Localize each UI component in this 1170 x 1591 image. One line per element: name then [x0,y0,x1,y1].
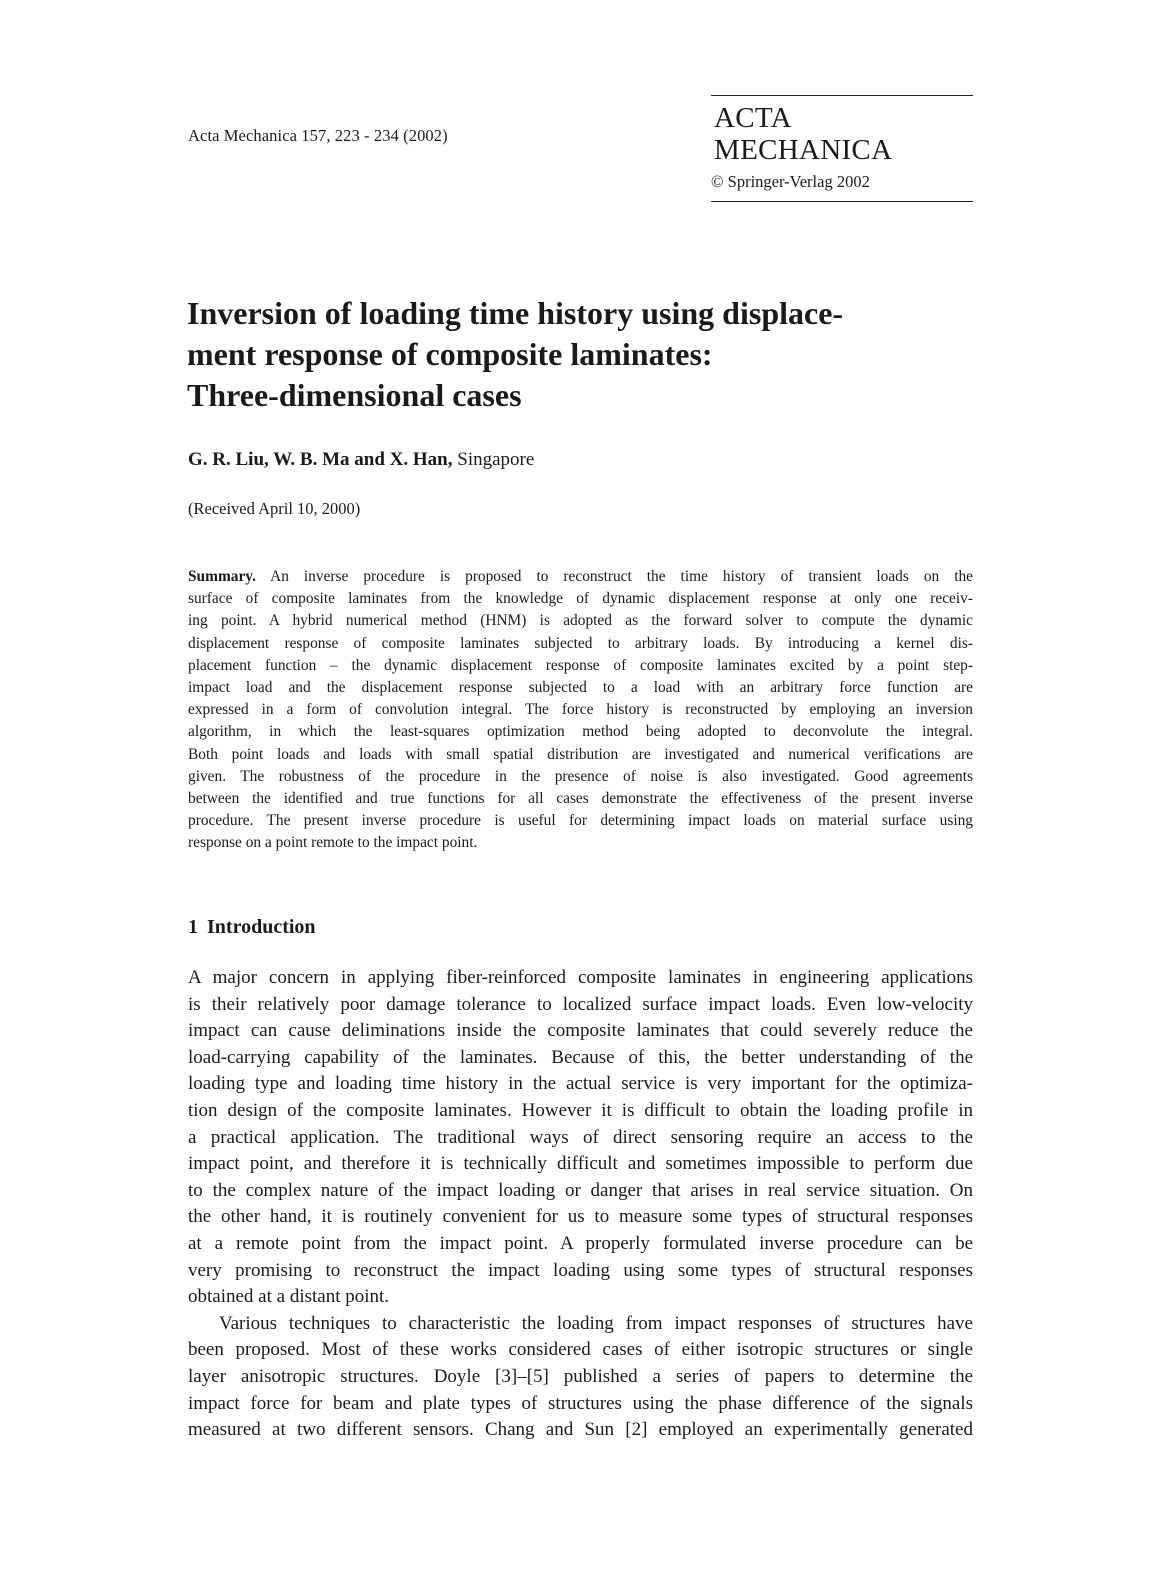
journal-name: ACTA MECHANICA [714,102,893,166]
masthead-rule-top [711,95,973,96]
summary-label: Summary. [188,568,256,585]
body-line: load-carrying capability of the laminates. Because of this, the better understanding of the [188,1046,973,1068]
masthead-rule-bottom [711,201,973,202]
received-date: (Received April 10, 2000) [188,499,361,518]
summary-line: between the identified and true functions for all cases demonstrate the effectiveness of the present inverse [188,790,973,808]
title-line: Three-dimensional cases [187,377,522,413]
body-line: measured at two different sensors. Chang and Sun [2] employed an experimentally generated [188,1419,973,1441]
summary-line: surface of composite laminates from the knowledge of dynamic displacement response at only one receiv- [188,590,973,608]
article-title [187,293,987,416]
summary-line: response on a point remote to the impact point. [188,834,478,852]
body-line: layer anisotropic structures. Doyle [3]–[5] published a series of papers to determine the [188,1365,973,1387]
summary-line: placement function – the dynamic displacement response of composite laminates excited by a point step- [188,656,973,674]
body-line: impact force for beam and plate types of structures using the phase difference of the signals [188,1392,973,1414]
summary-line: ing point. A hybrid numerical method (HNM) is adopted as the forward solver to compute the dynamic [188,612,973,630]
body-line: Various techniques to characteristic the loading from impact responses of structures have [219,1312,973,1334]
body-line: A major concern in applying fiber-reinforced composite laminates in engineering applications [188,967,973,988]
body-line: tion design of the composite laminates. However it is difficult to obtain the loading profile in [188,1099,973,1121]
author-line [188,449,534,471]
body-line: impact point, and therefore it is technically difficult and sometimes impossible to perform due [188,1153,973,1175]
body-line: very promising to reconstruct the impact loading using some types of structural responses [188,1259,973,1281]
body-line: been proposed. Most of these works considered cases of either isotropic structures or single [188,1339,973,1361]
body-line: a practical application. The traditional ways of direct sensoring require an access to the [188,1126,973,1148]
author-names: G. R. Liu, W. B. Ma and X. Han, [188,449,453,470]
body-line: to the complex nature of the impact loading or danger that arises in real service situation. On [188,1179,973,1201]
title-line: Inversion of loading time history using displace- [187,295,844,331]
copyright-notice: © Springer-Verlag 2002 [711,172,870,191]
summary-line: algorithm, in which the least-squares optimization method being adopted to deconvolute the integral. [188,723,973,741]
summary-line [188,566,973,588]
author-location: Singapore [457,449,535,470]
journal-masthead [711,95,973,202]
body-line: loading type and loading time history in the actual service is very important for the optimiza- [188,1073,973,1095]
summary-line: expressed in a form of convolution integral. The force history is reconstructed by employing an inversion [188,701,973,719]
body-line: impact can cause deliminations inside the composite laminates that could severely reduce the [188,1020,973,1042]
introduction-body [188,965,973,1444]
summary-line: displacement response of composite laminates subjected to arbitrary loads. By introducing a kernel dis- [188,634,973,652]
summary-block [188,566,973,855]
body-line: the other hand, it is routinely convenient for us to measure some types of structural responses [188,1206,973,1228]
section-number: 1 [188,916,198,938]
section-heading-introduction [188,916,316,939]
summary-line: Both point loads and loads with small spatial distribution are investigated and numerical verifications are [188,745,973,763]
body-line: at a remote point from the impact point. A properly formulated inverse procedure can be [188,1232,973,1254]
body-line: obtained at a distant point. [188,1286,390,1308]
summary-line: impact load and the displacement response subjected to a load with an arbitrary force function are [188,679,973,697]
summary-line: procedure. The present inverse procedure is useful for determining impact loads on material surface using [188,812,973,830]
body-line: is their relatively poor damage tolerance to localized surface impact loads. Even low-velocity [188,993,973,1015]
summary-line-text: An inverse procedure is proposed to reconstruct the time history of transient loads on the [270,568,974,585]
section-title: Introduction [207,916,316,938]
summary-line: given. The robustness of the procedure in the presence of noise is also investigated. Good agreements [188,767,973,785]
journal-reference: Acta Mechanica 157, 223 - 234 (2002) [188,126,448,145]
title-line: ment response of composite laminates: [187,336,713,372]
